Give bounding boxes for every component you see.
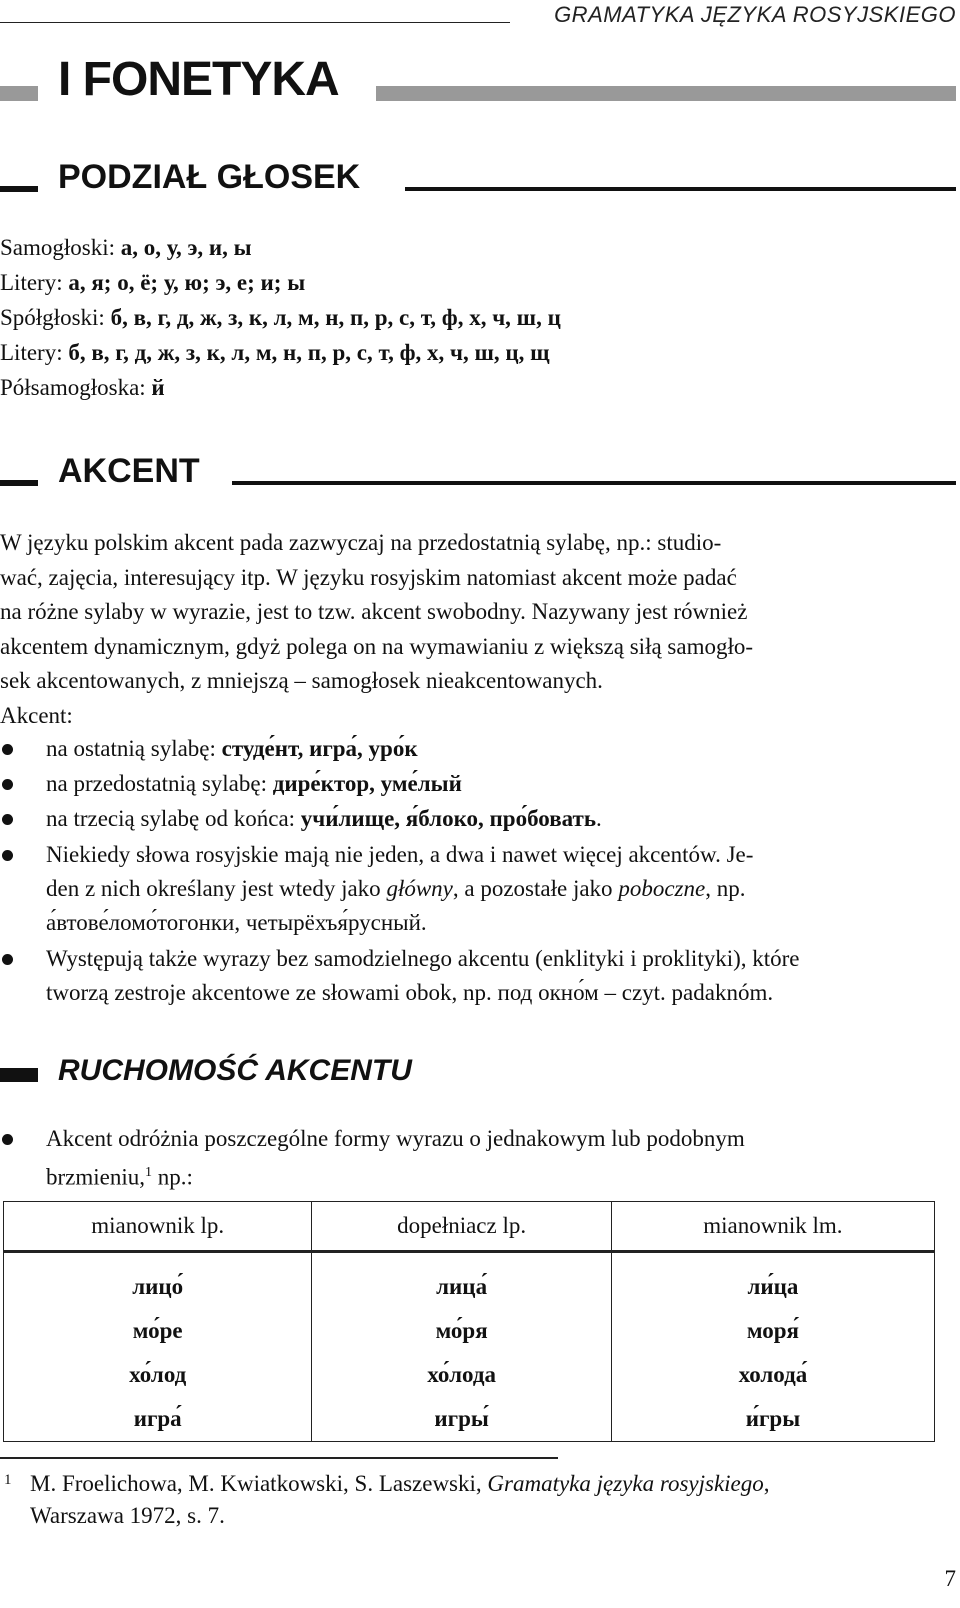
bullet-icon [2, 779, 13, 790]
table-cell: лицо́ мо́ре хо́лод игра́ [4, 1252, 312, 1442]
footnote-ref[interactable]: 1 [145, 1165, 152, 1180]
list-item: na ostatnią sylabę: студе́нт, игра́, уро́к [0, 732, 956, 766]
table-header-cell: mianownik lp. [4, 1202, 312, 1252]
page-number: 7 [944, 1566, 956, 1591]
table-header-cell: mianownik lm. [611, 1202, 934, 1252]
table-cell: лица́ мо́ря хо́лода игры́ [312, 1252, 611, 1442]
chapter-bar-left [0, 86, 38, 101]
list-item: Występują także wyrazy bez samodzielnego akcentu (enklityki i proklityki), które tworzą zestroje akcentowe ze słowami obok, np. под окно́м – czyt. padaknóm. [0, 942, 956, 1010]
section-title: AKCENT [58, 452, 200, 490]
list-item: na trzecią sylabę od końca: учи́лище, я́блоко, про́бовать. [0, 802, 956, 836]
bullet-icon [2, 1134, 13, 1145]
podzial-line: Samogłoski: а, о, у, э, и, ы [0, 235, 252, 260]
podzial-line: Półsamogłoska: й [0, 375, 165, 400]
akcent-paragraph: W języku polskim akcent pada zazwyczaj na przedostatnią sylabę, np.: studio- wać, zajęcia, interesujący itp. W języku rosyjskim natomiast akcent może padać na różne sylaby w wyrazie, jest to tzw. akcent swobodny. Nazywany jest również akcentem dynamicznym, gdyż polega on na wymawianiu z większą siłą samogło- sek akcentowanych, z mniejszą – samogłosek nieakcentowanych. Akcent: [0, 530, 754, 728]
footnote-rule [0, 1457, 558, 1459]
stress-table [3, 1201, 935, 1442]
chapter-title: I FONETYKA [58, 53, 339, 106]
bullet-icon [2, 850, 13, 861]
running-title: GRAMATYKA JĘZYKA ROSYJSKIEGO [554, 2, 956, 27]
section-title: PODZIAŁ GŁOSEK [58, 158, 361, 196]
footnote-mark: 1 [4, 1472, 12, 1488]
bullet-icon [2, 814, 13, 825]
table-cell: ли́ца моря́ холода́ и́гры [611, 1252, 934, 1442]
list-item: na przedostatnią sylabę: дире́ктор, уме́лый [0, 767, 956, 801]
bullet-icon [2, 744, 13, 755]
section-heading-podzial [0, 158, 960, 202]
list-item: Niekiedy słowa rosyjskie mają nie jeden, a dwa i nawet więcej akcentów. Je- den z nich określany jest wtedy jako główny, a pozostałe jako poboczne, np. а́втове́ломо́тогонки, четырёхъя́русный. [0, 838, 956, 940]
table-row [4, 1252, 935, 1442]
podzial-line: Litery: б, в, г, д, ж, з, к, л, м, н, п, р, с, т, ф, х, ч, ш, ц, щ [0, 340, 550, 365]
bullet-icon [2, 954, 13, 965]
section-title: RUCHOMOŚĆ AKCENTU [58, 1054, 412, 1087]
table-header-cell: dopełniacz lp. [312, 1202, 611, 1252]
podzial-line: Spółgłoski: б, в, г, д, ж, з, к, л, м, н, п, р, с, т, ф, х, ч, ш, ц [0, 305, 561, 330]
header-rule [0, 22, 510, 23]
chapter-bar-right [376, 86, 956, 101]
footnote: 1 M. Froelichowa, M. Kwiatkowski, S. Laszewski, Gramatyka języka rosyjskiego, Warszawa 1972, s. 7. [0, 1468, 956, 1532]
list-item: Akcent odróżnia poszczególne formy wyrazu o jednakowym lub podobnym brzmieniu,$^1$ np.: [0, 1122, 956, 1195]
podzial-line: Litery: а, я; о, ё; у, ю; э, е; и; ы [0, 270, 306, 295]
section-heading-ruchomosc [0, 1050, 960, 1094]
table-header-row [4, 1202, 935, 1252]
section-heading-akcent [0, 452, 960, 496]
